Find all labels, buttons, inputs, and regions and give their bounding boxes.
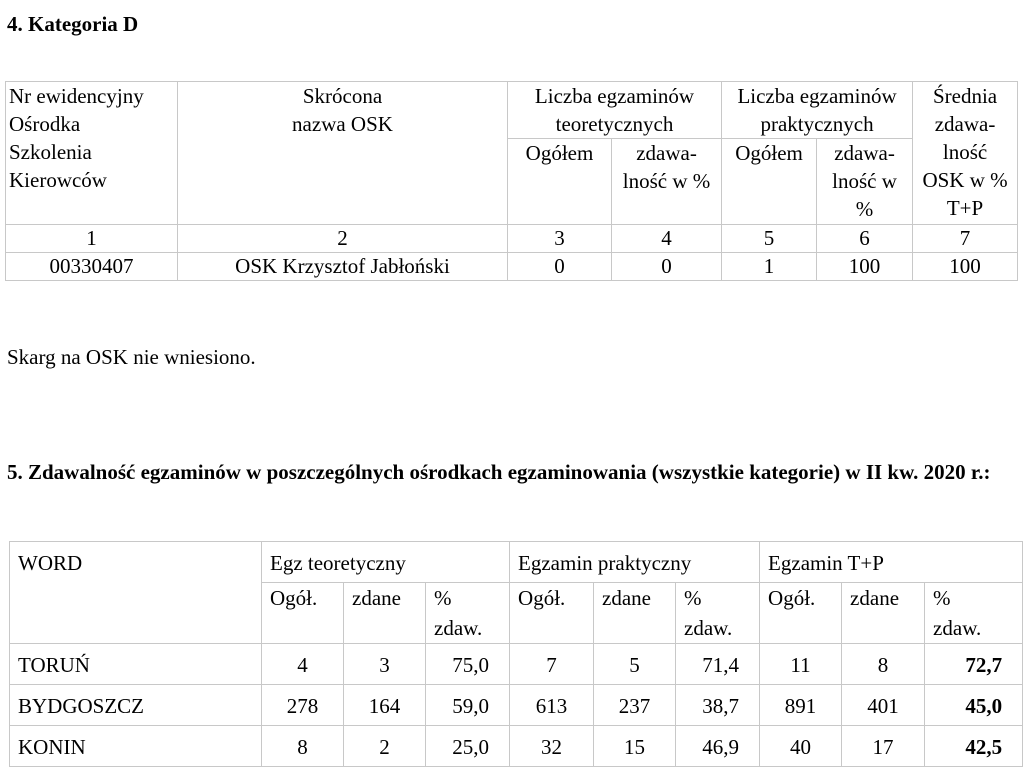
practical-percent-cell: 71,4: [676, 644, 760, 685]
table-row: [10, 644, 1023, 685]
theory-total-cell: 8: [262, 726, 344, 767]
total-header: Ogół.: [760, 583, 842, 644]
word-name-cell: BYDGOSZCZ: [10, 685, 262, 726]
word-header: WORD: [10, 542, 262, 644]
combined-passed-cell: 401: [842, 685, 925, 726]
practical-percent-cell: 38,7: [676, 685, 760, 726]
average-cell: 100: [913, 253, 1018, 281]
practical-pass-header: zdawa- lność w %: [817, 139, 913, 225]
osk-number-cell: 00330407: [6, 253, 178, 281]
percent-header: % zdaw.: [925, 583, 1023, 644]
header-row-1: [6, 82, 1018, 139]
column-number: 1: [6, 225, 178, 253]
category-d-table: [5, 81, 1018, 281]
theory-percent-cell: 25,0: [426, 726, 510, 767]
theory-total-header: Ogółem: [508, 139, 612, 225]
theory-percent-cell: 59,0: [426, 685, 510, 726]
word-name-cell: KONIN: [10, 726, 262, 767]
practical-total-cell: 7: [510, 644, 594, 685]
percent-header: % zdaw.: [426, 583, 510, 644]
practical-passed-cell: 237: [594, 685, 676, 726]
practical-exam-header: Egzamin praktyczny: [510, 542, 760, 583]
theory-total-cell: 4: [262, 644, 344, 685]
combined-percent-cell: 42,5: [925, 726, 1023, 767]
practical-passed-cell: 5: [594, 644, 676, 685]
passed-header: zdane: [842, 583, 925, 644]
combined-total-cell: 40: [760, 726, 842, 767]
practical-pass-cell: 100: [817, 253, 913, 281]
combined-percent-cell: 72,7: [925, 644, 1023, 685]
column-number: 5: [722, 225, 817, 253]
combined-total-cell: 891: [760, 685, 842, 726]
combined-exam-header: Egzamin T+P: [760, 542, 1023, 583]
passed-header: zdane: [344, 583, 426, 644]
combined-total-cell: 11: [760, 644, 842, 685]
column-number: 2: [178, 225, 508, 253]
practical-total-cell: 613: [510, 685, 594, 726]
table-row: [6, 253, 1018, 281]
column-number: 7: [913, 225, 1018, 253]
theory-exams-header: Liczba egzaminów teoretycznych: [508, 82, 722, 139]
column-number: 6: [817, 225, 913, 253]
theory-passed-cell: 164: [344, 685, 426, 726]
theory-total-cell: 0: [508, 253, 612, 281]
theory-passed-cell: 3: [344, 644, 426, 685]
total-header: Ogół.: [262, 583, 344, 644]
combined-passed-cell: 17: [842, 726, 925, 767]
osk-name-cell: OSK Krzysztof Jabłoński: [178, 253, 508, 281]
practical-passed-cell: 15: [594, 726, 676, 767]
osk-name-header: Skrócona nazwa OSK: [178, 82, 508, 225]
theory-pass-cell: 0: [612, 253, 722, 281]
section-5-heading: 5. Zdawalność egzaminów w poszczególnych ośrodkach egzaminowania (wszystkie kategorie) w II kw. 2020 r.:: [7, 460, 991, 484]
header-row-1: [10, 542, 1023, 583]
practical-total-header: Ogółem: [722, 139, 817, 225]
theory-passed-cell: 2: [344, 726, 426, 767]
practical-exams-header: Liczba egzaminów praktycznych: [722, 82, 913, 139]
table-row: [10, 726, 1023, 767]
theory-percent-cell: 75,0: [426, 644, 510, 685]
average-pass-rate-header: Średnia zdawa- lność OSK w % T+P: [913, 82, 1018, 225]
theory-total-cell: 278: [262, 685, 344, 726]
column-number-row: [6, 225, 1018, 253]
osk-number-header: Nr ewidencyjny Ośrodka Szkolenia Kierowców: [6, 82, 178, 225]
table-row: [10, 685, 1023, 726]
total-header: Ogół.: [510, 583, 594, 644]
complaints-note: Skarg na OSK nie wniesiono.: [7, 345, 256, 369]
section-4-heading: 4. Kategoria D: [7, 12, 139, 36]
percent-header: % zdaw.: [676, 583, 760, 644]
practical-total-cell: 32: [510, 726, 594, 767]
combined-passed-cell: 8: [842, 644, 925, 685]
column-number: 3: [508, 225, 612, 253]
passed-header: zdane: [594, 583, 676, 644]
practical-percent-cell: 46,9: [676, 726, 760, 767]
word-name-cell: TORUŃ: [10, 644, 262, 685]
exam-pass-rate-table: [9, 541, 1023, 767]
combined-percent-cell: 45,0: [925, 685, 1023, 726]
theory-pass-header: zdawa- lność w %: [612, 139, 722, 225]
theory-exam-header: Egz teoretyczny: [262, 542, 510, 583]
column-number: 4: [612, 225, 722, 253]
practical-total-cell: 1: [722, 253, 817, 281]
